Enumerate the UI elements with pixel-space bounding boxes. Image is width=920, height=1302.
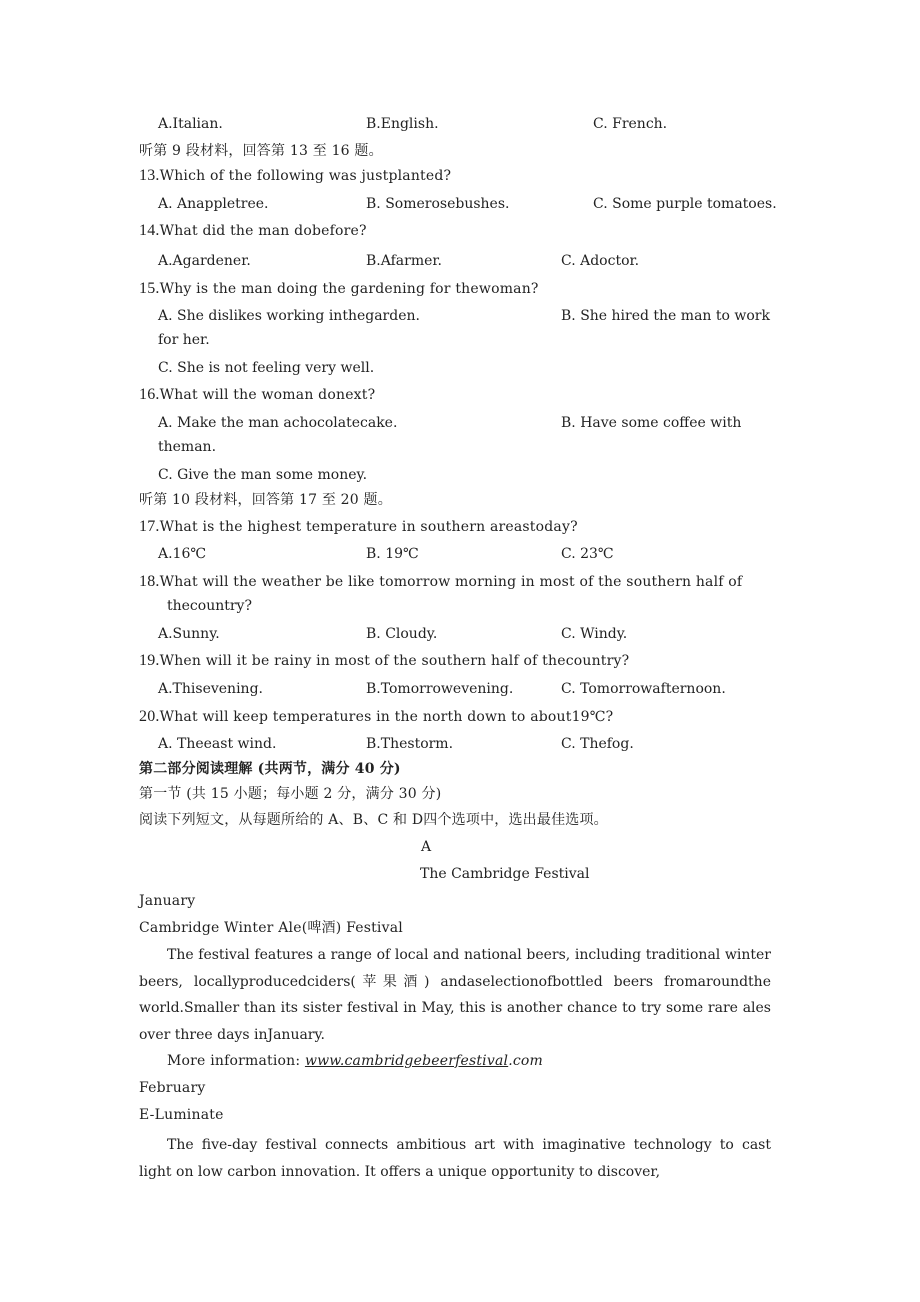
question-number: 19. xyxy=(139,652,160,669)
q18-option-a: A.Sunny. xyxy=(158,626,220,642)
section-10-instruction: 听第 10 段材料，回答第 17 至 20 题。 xyxy=(139,492,392,508)
q16-option-b-continued: theman. xyxy=(158,439,217,455)
q12-option-a: A.Italian. xyxy=(158,116,223,132)
passage-label: A xyxy=(421,839,432,855)
question-18 xyxy=(139,572,742,592)
question-text: What will the weather be like tomorrow morning in most of the southern half of xyxy=(159,574,743,590)
question-17 xyxy=(139,517,578,537)
question-number: 14. xyxy=(139,222,160,239)
festival-website-link[interactable]: www.cambridgebeerfestival xyxy=(304,1053,509,1069)
question-15 xyxy=(139,279,539,299)
february-event-description: The five-day festival connects ambitious art with imaginative technology to cast light on low carbon innovation. It offers a unique opportunity to discover, xyxy=(139,1137,771,1180)
question-18-continued: thecountry? xyxy=(167,598,252,614)
question-14 xyxy=(139,221,367,241)
q13-option-c: C. Some purple tomatoes. xyxy=(593,196,777,212)
question-number: 15. xyxy=(139,280,160,297)
passage-title: The Cambridge Festival xyxy=(420,866,590,882)
january-event-description: The festival features a range of local and national beers, including traditional winter beers, locallyproducedciders(苹果酒) andaselectionofbottled beers fromaroundthe world.Smaller than its sister festival in May, this is another chance to try some rare ales over three days inJanuary. xyxy=(139,947,771,1043)
part-2-section-1: 第一节 (共 15 小题；每小题 2 分，满分 30 分) xyxy=(139,786,442,802)
q16-option-b: B. Have some coffee with xyxy=(561,415,742,431)
more-information xyxy=(167,1051,543,1071)
q17-option-a: A.16℃ xyxy=(158,546,207,562)
q19-option-c: C. Tomorrowafternoon. xyxy=(561,681,726,697)
q13-option-b: B. Somerosebushes. xyxy=(366,196,510,212)
more-information-label: More information: xyxy=(167,1053,305,1069)
question-text: Why is the man doing the gardening for thewoman? xyxy=(159,281,539,297)
q13-option-a: A. Anappletree. xyxy=(158,196,269,212)
question-text: What will keep temperatures in the north down to about19℃? xyxy=(159,709,614,725)
question-number: 16. xyxy=(139,386,160,403)
q15-option-b-continued: for her. xyxy=(158,332,210,348)
question-13 xyxy=(139,166,451,186)
q20-option-c: C. Thefog. xyxy=(561,736,634,752)
february-event-title: E-Luminate xyxy=(139,1107,224,1123)
q17-option-c: C. 23℃ xyxy=(561,546,614,562)
question-text: When will it be rainy in most of the southern half of thecountry? xyxy=(159,653,630,669)
q19-option-b: B.Tomorrowevening. xyxy=(366,681,514,697)
q16-option-a: A. Make the man achocolatecake. xyxy=(158,415,398,431)
q19-option-a: A.Thisevening. xyxy=(158,681,263,697)
section-9-instruction: 听第 9 段材料，回答第 13 至 16 题。 xyxy=(139,143,383,159)
q17-option-b: B. 19℃ xyxy=(366,546,419,562)
link-suffix: .com xyxy=(508,1053,543,1069)
q14-option-a: A.Agardener. xyxy=(158,253,251,269)
question-19 xyxy=(139,651,629,671)
question-number: 17. xyxy=(139,518,160,535)
part-2-title: 第二部分阅读理解 (共两节，满分 40 分) xyxy=(139,761,401,777)
february-heading: February xyxy=(139,1080,206,1096)
q20-option-a: A. Theeast wind. xyxy=(158,736,277,752)
q18-option-c: C. Windy. xyxy=(561,626,628,642)
question-text: What did the man dobefore? xyxy=(159,223,367,239)
q14-option-b: B.Afarmer. xyxy=(366,253,442,269)
q20-option-b: B.Thestorm. xyxy=(366,736,454,752)
question-number: 20. xyxy=(139,708,160,725)
question-16 xyxy=(139,385,375,405)
question-20 xyxy=(139,707,613,727)
question-text: Which of the following was justplanted? xyxy=(159,168,452,184)
question-number: 13. xyxy=(139,167,160,184)
q15-option-c: C. She is not feeling very well. xyxy=(158,360,375,376)
q15-option-a: A. She dislikes working inthegarden. xyxy=(158,308,420,324)
q15-option-b: B. She hired the man to work xyxy=(561,308,770,324)
question-text: What will the woman donext? xyxy=(159,387,376,403)
january-event-title: Cambridge Winter Ale(啤酒) Festival xyxy=(139,920,403,936)
q16-option-c: C. Give the man some money. xyxy=(158,467,368,483)
q14-option-c: C. Adoctor. xyxy=(561,253,640,269)
part-2-instruction: 阅读下列短文，从每题所给的 A、B、C 和 D四个选项中，选出最佳选项。 xyxy=(139,812,608,828)
question-text: What is the highest temperature in southern areastoday? xyxy=(159,519,578,535)
q12-option-c: C. French. xyxy=(593,116,668,132)
question-number: 18. xyxy=(139,573,160,590)
q12-option-b: B.English. xyxy=(366,116,439,132)
january-heading: January xyxy=(139,893,196,909)
q18-option-b: B. Cloudy. xyxy=(366,626,438,642)
